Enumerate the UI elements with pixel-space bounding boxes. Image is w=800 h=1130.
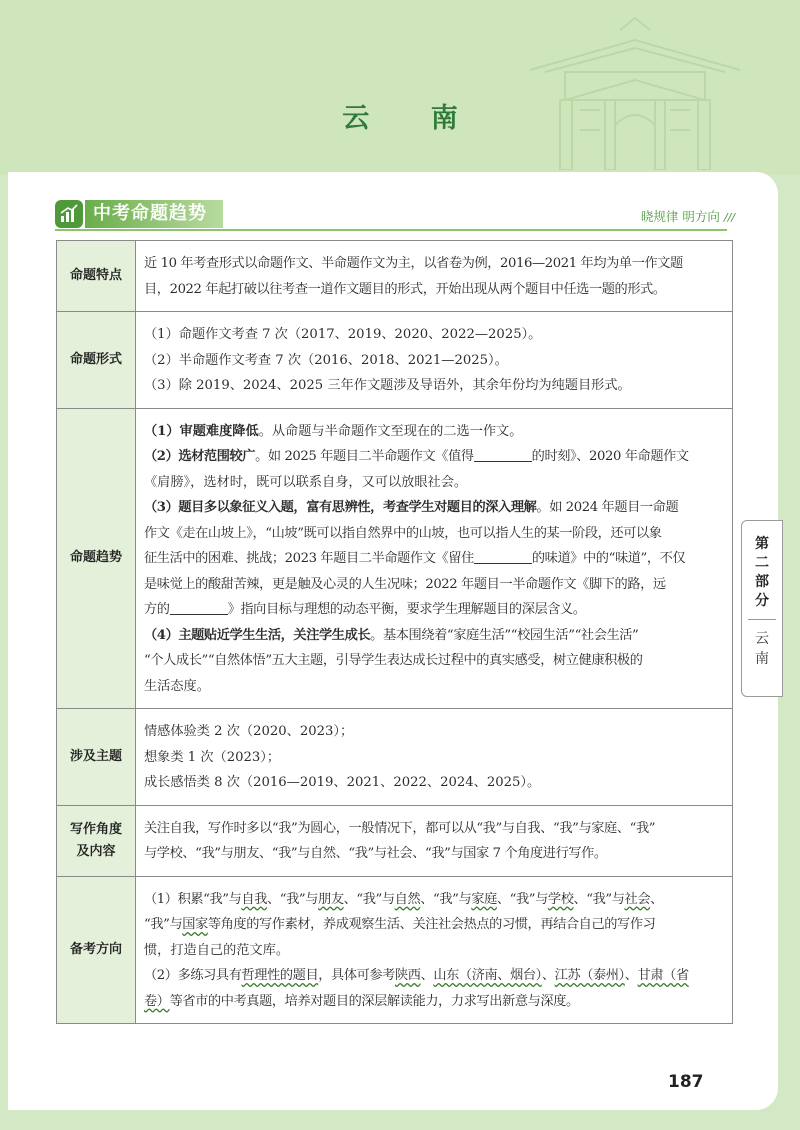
page-title: 云 南 xyxy=(342,103,484,134)
section-divider xyxy=(55,229,727,231)
side-tab-divider xyxy=(748,619,776,620)
row-content xyxy=(136,876,733,1024)
text-run: 》指向目标与理想的动态平衡，要求学生理解题目的深层含义。 xyxy=(227,602,586,617)
text-line xyxy=(144,623,726,649)
table-row xyxy=(57,312,733,409)
row-content xyxy=(136,241,733,312)
text-line: 《肩膀》，选材时，既可以联系自身，又可以放眼社会。 xyxy=(144,474,468,490)
text-run: 、 xyxy=(624,968,638,983)
section-subtitle xyxy=(641,207,735,225)
table-row xyxy=(57,241,733,312)
table-row xyxy=(57,408,733,709)
wavy-highlight: 甘肃（省 xyxy=(637,968,689,983)
table-row xyxy=(57,876,733,1024)
text-line: 想象类 1 次（2023）； xyxy=(144,749,281,765)
row-content xyxy=(136,408,733,709)
wavy-highlight: 陕西 xyxy=(394,968,421,983)
text-line: 是味觉上的酸甜苦辣，更是触及心灵的人生况味；2022 年题目一半命题作文《脚下的路，远 xyxy=(144,576,666,592)
text-run: 、“我”与 xyxy=(496,891,548,907)
text-line xyxy=(144,989,726,1015)
text-run: 、 xyxy=(420,968,434,983)
table-row xyxy=(57,709,733,806)
text-run: 方的 xyxy=(144,602,170,617)
bar-chart-icon xyxy=(55,200,83,228)
text-run: 、“我”与 xyxy=(573,891,625,907)
text-run: 的味道》中的“味道”，不仅 xyxy=(531,551,686,566)
row-category: 命题形式 xyxy=(57,312,136,409)
text-line: 与学校、“我”与朋友、“我”与自然、“我”与社会、“我”与国家 7 个角度进行写作。 xyxy=(144,846,607,861)
section-title: 中考命题趋势 xyxy=(85,200,223,228)
side-tab-province: 云 南 xyxy=(755,631,769,667)
trend-table xyxy=(56,240,733,1024)
row-category: 命题趋势 xyxy=(57,408,136,709)
fill-in-blank xyxy=(474,550,532,564)
text-run: 、“我”与 xyxy=(420,891,472,907)
row-category xyxy=(57,805,136,876)
text-run: 、 xyxy=(650,891,663,907)
text-line: 作文《走在山坡上》，“山坡”既可以指自然界中的山坡，也可以指人生的某一阶段，还可以象 xyxy=(144,525,662,541)
table-row xyxy=(57,805,733,876)
text-run: 、“我”与 xyxy=(266,891,319,907)
text-run: 征生活中的困难、挑战；2023 年题目二半命题作文《留住 xyxy=(144,551,474,566)
text-line: 惯，打造自己的范文库。 xyxy=(144,942,290,958)
wavy-highlight: 卷） xyxy=(144,993,170,1009)
wavy-highlight: 自然 xyxy=(394,891,421,907)
wavy-highlight: 自我 xyxy=(241,891,267,907)
section-side-tab xyxy=(741,520,783,697)
row-category: 命题特点 xyxy=(57,241,136,312)
side-tab-part: 第 二 部 分 xyxy=(755,536,769,609)
text-line xyxy=(144,495,726,521)
section-subtitle-text: 晓规律 明方向 xyxy=(640,209,720,224)
text-run: （1）积累“我”与 xyxy=(144,891,242,907)
text-line: “个人成长”“自然体悟”五大主题，引导学生表达成长过程中的真实感受，树立健康积极的 xyxy=(144,653,643,668)
wavy-highlight: 学校 xyxy=(547,891,574,907)
text-line: 情感体验类 2 次（2020、2023）； xyxy=(144,724,354,739)
row-content xyxy=(136,805,733,876)
text-line: 生活态度。 xyxy=(144,678,210,694)
text-line: 成长感悟类 8 次（2016—2019、2021、2022、2024、2025）。 xyxy=(144,775,541,790)
text-run: 的时刻》、2020 年命题作文 xyxy=(531,449,689,464)
wavy-highlight: 国家 xyxy=(182,917,208,932)
text-line: 关注自我，写作时多以“我”为圆心，一般情况下，都可以从“我”与自我、“我”与家庭、“我” xyxy=(144,820,656,836)
wavy-highlight: 家庭 xyxy=(471,891,497,907)
text-line xyxy=(144,546,726,572)
row-content xyxy=(136,312,733,409)
text-run: 。如 2024 年题目一命题 xyxy=(536,500,679,515)
wavy-highlight: 山东（济南、烟台） xyxy=(433,968,542,983)
bold-lead: （4）主题贴近学生生活，关注学生成长 xyxy=(144,627,371,643)
wavy-highlight: 社会 xyxy=(624,891,651,907)
section-header xyxy=(55,197,735,233)
text-line: （2）半命题作文考查 7 次（2016、2018、2021—2025）。 xyxy=(144,352,508,368)
category-line: 及内容 xyxy=(76,843,116,859)
text-run: 、“我”与 xyxy=(343,891,395,907)
text-line: 近 10 年考查形式以命题作文、半命题作文为主，以省卷为例，2016—2021 年均为单一作文题 xyxy=(144,256,683,271)
wavy-highlight: 江苏（泰州） xyxy=(554,968,625,983)
bold-lead: （3）题目多以象征义入题，富有思辨性，考查学生对题目的深入理解 xyxy=(144,500,537,515)
row-content xyxy=(136,709,733,806)
section-subtitle-ticks: /// xyxy=(723,211,735,224)
text-run: 。从命题与半命题作文至现在的二选一作文。 xyxy=(258,423,523,439)
text-run: 等角度的写作素材，养成观察生活、关注社会热点的习惯，再结合自己的写作习 xyxy=(207,917,656,932)
fill-in-blank xyxy=(170,601,228,615)
row-category: 涉及主题 xyxy=(57,709,136,806)
text-run: （2）多练习具有 xyxy=(144,968,242,983)
row-category: 备考方向 xyxy=(57,876,136,1024)
text-line xyxy=(144,887,726,913)
text-run: 等省市的中考真题，培养对题目的深层解读能力，力求写出新意与深度。 xyxy=(169,993,579,1009)
category-line: 写作角度 xyxy=(69,821,122,837)
text-line xyxy=(144,912,726,938)
bold-lead: （1）审题难度降低 xyxy=(144,423,259,439)
text-line: （3）除 2019、2024、2025 三年作文题涉及导语外，其余年份均为纯题目形式。 xyxy=(144,378,631,393)
fill-in-blank xyxy=(474,448,532,462)
text-run: 。基本围绕着“家庭生活”“校园生活”“社会生活” xyxy=(370,627,639,643)
text-run: ，具体可参考 xyxy=(318,968,395,983)
bold-lead: （2）选材范围较广 xyxy=(144,449,256,464)
text-line xyxy=(144,419,726,445)
wavy-highlight: 哲理性的题目 xyxy=(241,968,319,983)
text-run: 、 xyxy=(541,968,555,983)
text-line xyxy=(144,444,726,470)
page-number: 187 xyxy=(668,1072,704,1092)
text-run: “我”与 xyxy=(144,917,183,932)
text-line xyxy=(144,963,726,989)
wavy-highlight: 朋友 xyxy=(318,891,344,907)
text-line: （1）命题作文考查 7 次（2017、2019、2020、2022—2025）。 xyxy=(144,327,542,342)
text-line: 目，2022 年起打破以往考查一道作文题目的形式，开始出现从两个题目中任选一题的形式。 xyxy=(144,281,666,297)
text-run: 。如 2025 年题目二半命题作文《值得 xyxy=(255,449,474,464)
text-line xyxy=(144,597,726,623)
archway-illustration xyxy=(510,10,760,170)
